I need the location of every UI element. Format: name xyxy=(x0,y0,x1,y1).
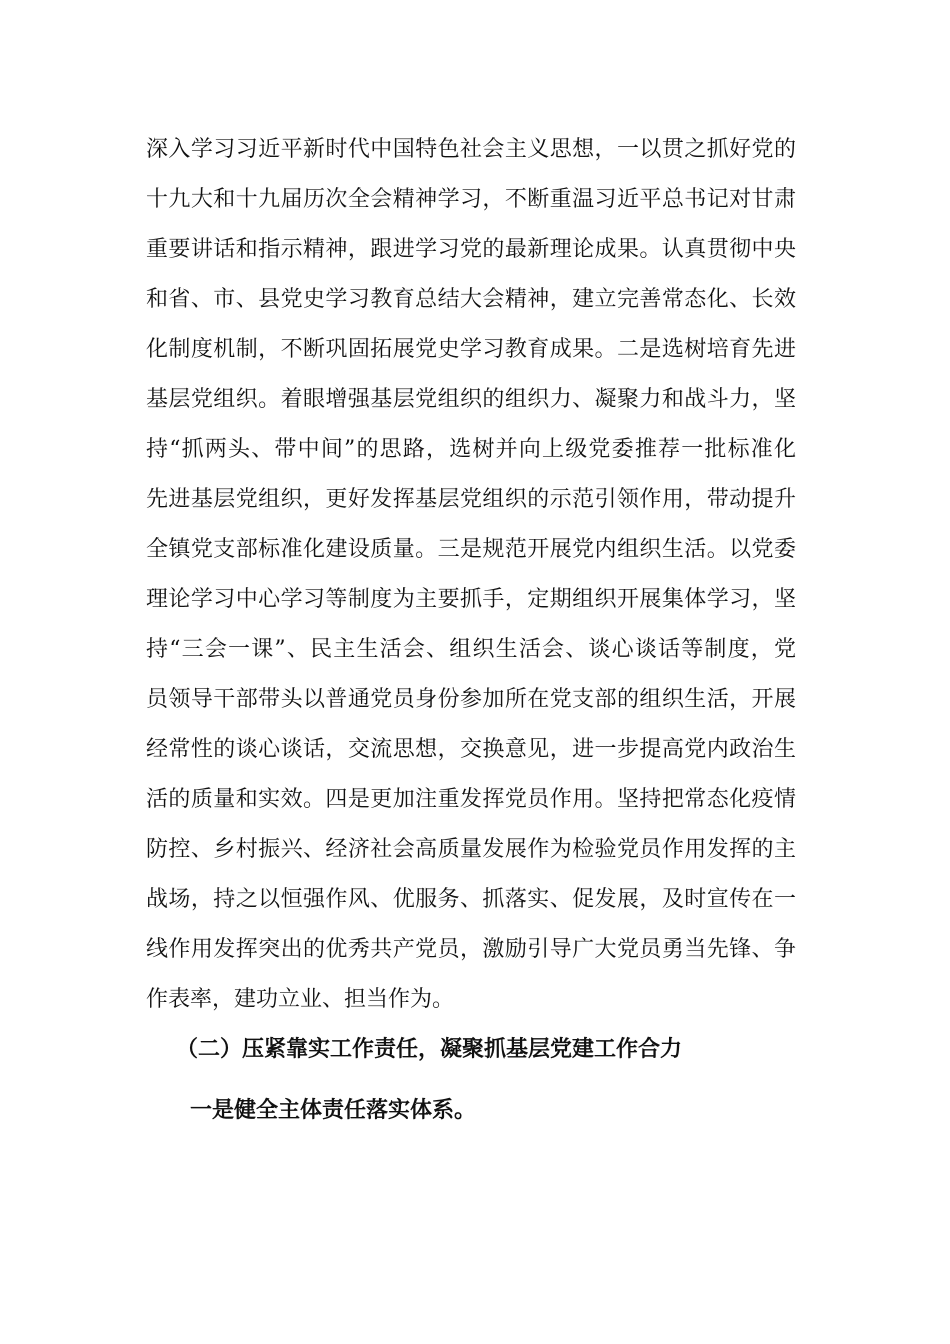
section-heading: （二）压紧靠实工作责任，凝聚抓基层党建工作合力 xyxy=(176,1037,683,1062)
paragraph-line: 化制度机制，不断巩固拓展党史学习教育成果。二是选树培育先进 xyxy=(146,337,796,362)
paragraph-line: 持“抓两头、带中间”的思路，选树并向上级党委推荐一批标准化 xyxy=(146,437,796,462)
sub-heading: 一是健全主体责任落实体系。 xyxy=(190,1098,477,1123)
paragraph-line: 全镇党支部标准化建设质量。三是规范开展党内组织生活。以党委 xyxy=(146,537,796,562)
paragraph-line: 员领导干部带头以普通党员身份参加所在党支部的组织生活，开展 xyxy=(146,687,796,712)
paragraph-line: 重要讲话和指示精神，跟进学习党的最新理论成果。认真贯彻中央 xyxy=(146,237,796,262)
paragraph-line: 基层党组织。着眼增强基层党组织的组织力、凝聚力和战斗力，坚 xyxy=(146,387,796,412)
paragraph-line: 经常性的谈心谈话，交流思想，交换意见，进一步提高党内政治生 xyxy=(146,737,796,762)
paragraph-line: 活的质量和实效。四是更加注重发挥党员作用。坚持把常态化疫情 xyxy=(146,787,796,812)
paragraph-line: 防控、乡村振兴、经济社会高质量发展作为检验党员作用发挥的主 xyxy=(146,837,796,862)
paragraph-line: 十九大和十九届历次全会精神学习，不断重温习近平总书记对甘肃 xyxy=(146,187,796,212)
paragraph-line: 和省、市、县党史学习教育总结大会精神，建立完善常态化、长效 xyxy=(146,287,796,312)
paragraph-line: 持“三会一课”、民主生活会、组织生活会、谈心谈话等制度，党 xyxy=(146,637,796,662)
paragraph-line: 战场，持之以恒强作风、优服务、抓落实、促发展，及时宣传在一 xyxy=(146,887,796,912)
paragraph-line: 线作用发挥突出的优秀共产党员，激励引导广大党员勇当先锋、争 xyxy=(146,937,796,962)
paragraph-line: 深入学习习近平新时代中国特色社会主义思想，一以贯之抓好党的 xyxy=(146,137,796,162)
paragraph-line: 作表率，建功立业、担当作为。 xyxy=(146,987,455,1012)
paragraph-line: 先进基层党组织，更好发挥基层党组织的示范引领作用，带动提升 xyxy=(146,487,796,512)
paragraph-line: 理论学习中心学习等制度为主要抓手，定期组织开展集体学习，坚 xyxy=(146,587,796,612)
